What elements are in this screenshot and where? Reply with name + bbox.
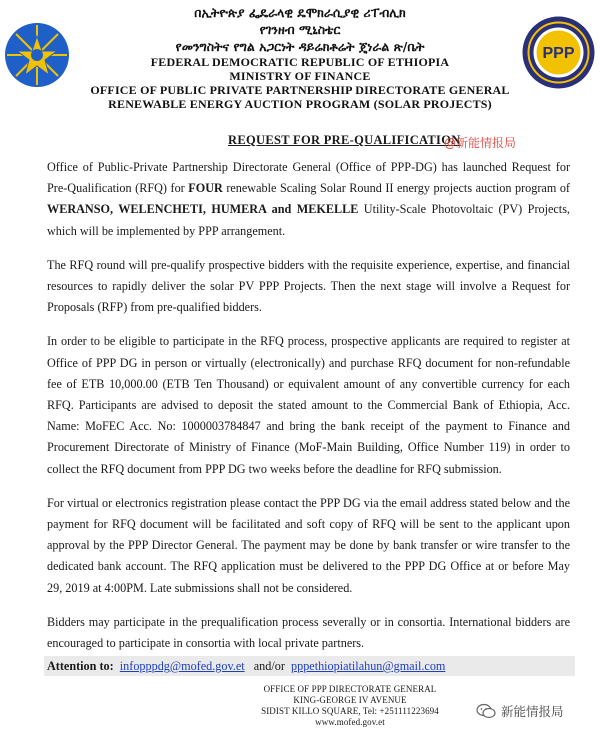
document-title: REQUEST FOR PRE-QUALIFICATION <box>228 133 461 147</box>
document-body <box>47 157 570 667</box>
english-line-4: RENEWABLE ENERGY AUCTION PROGRAM (SOLAR PROJECTS) <box>108 97 492 111</box>
english-line-2: MINISTRY OF FINANCE <box>229 69 371 83</box>
paragraph-5: Bidders may participate in the prequalification process severally or in consortia. International bidders are encouraged to participate in consortia with local private partners. <box>47 614 570 651</box>
email-link-1[interactable]: infopppdg@mofed.gov.et <box>119 659 245 673</box>
wechat-icon <box>476 703 496 719</box>
email-link-2[interactable]: pppethiopiatilahun@gmail.com <box>291 659 446 673</box>
attention-separator: and/or <box>253 659 285 673</box>
letterhead <box>0 0 600 128</box>
footer-line-2: KING-GEORGE IV AVENUE <box>293 695 407 705</box>
footer-line-3: SIDIST KILLO SQUARE, Tel: +251111223694 <box>261 706 439 716</box>
watermark-top: @新能情报局 <box>444 136 517 150</box>
paragraph-3: In order to be eligible to participate in the RFQ process, prospective applicants are required to register at Office of PPP DG in person or virtually (electronically) and purchase RFQ document for non-refundable fee of ETB 10,000.00 (ETB Ten Thousand) or equivalent amount of any convertible currency for each RFQ. Participants are advised to deposit the stated amount to the Commercial Bank of Ethiopia, Acc. Name: MoFEC Acc. No: 1000003784847 and bring the bank receipt of the payment to Finance and Procurement Directorate of Ministry of Finance (MoF-Main Building, Office Number 119) in order to collect the RFQ document from PPP DG two weeks before the deadline for RFQ submission. <box>47 334 570 476</box>
footer-line-4: www.mofed.gov.et <box>315 717 385 727</box>
wechat-watermark <box>476 701 564 721</box>
amharic-line-1: በኢትዮጵያ ፌዴራላዊ ዴሞክራሲያዊ ሪፐብሊክ <box>194 5 406 20</box>
english-line-1: FEDERAL DEMOCRATIC REPUBLIC OF ETHIOPIA <box>150 55 450 69</box>
amharic-line-2: የገንዘብ ሚኒስቴር <box>259 22 341 37</box>
attention-label: Attention to: <box>47 659 114 673</box>
wechat-account-name: 新能情报局 <box>501 704 564 719</box>
english-line-3: OFFICE OF PUBLIC PRIVATE PARTNERSHIP DIRECTORATE GENERAL <box>90 83 510 97</box>
paragraph-1: Office of Public-Private Partnership Directorate General (Office of PPP-DG) has launched Request for Pre-Qualification (RFQ) for FOUR renewable Scaling Solar Round II energy projects auction program of WERANSO, WELENCHETI, HUMERA and MEKELLE Utility-Scale Photovoltaic (PV) Projects, which will be implemented by PPP arrangement. <box>47 160 570 238</box>
amharic-line-3: የመንግስትና የግል አጋርነት ዳይሬክቶሬት ጄነራል ጽ/ቤት <box>175 39 425 54</box>
ethiopia-emblem-icon <box>4 22 70 88</box>
footer-address <box>230 684 470 728</box>
emphasis-projects: WERANSO, WELENCHETI, HUMERA and MEKELLE <box>47 202 359 217</box>
paragraph-2: The RFQ round will pre-qualify prospective bidders with the requisite experience, expertise, and financial resources to rapidly deliver the solar PV PPP Projects. Then the next stage will involve a Request for Proposals (RFP) from pre-qualified bidders. <box>47 257 570 315</box>
footer-line-1: OFFICE OF PPP DIRECTORATE GENERAL <box>263 684 437 694</box>
ppp-logo-text: PPP <box>542 45 575 62</box>
paragraph-4: For virtual or electronics registration please contact the PPP DG via the email address stated below and the payment for RFQ document will be facilitated and soft copy of RFQ will be sent to the applicant upon approval by the PPP Director General. The payment may be done by bank transfer or wire transfer to the dedicated bank account. The RFQ application must be delivered to the PPP DG Office at or before May 29, 2019 at 4:00PM. Late submissions shall not be considered. <box>47 495 570 595</box>
attention-bar <box>44 656 575 676</box>
emphasis-four: FOUR <box>188 181 223 196</box>
ppp-logo-icon <box>521 15 596 90</box>
